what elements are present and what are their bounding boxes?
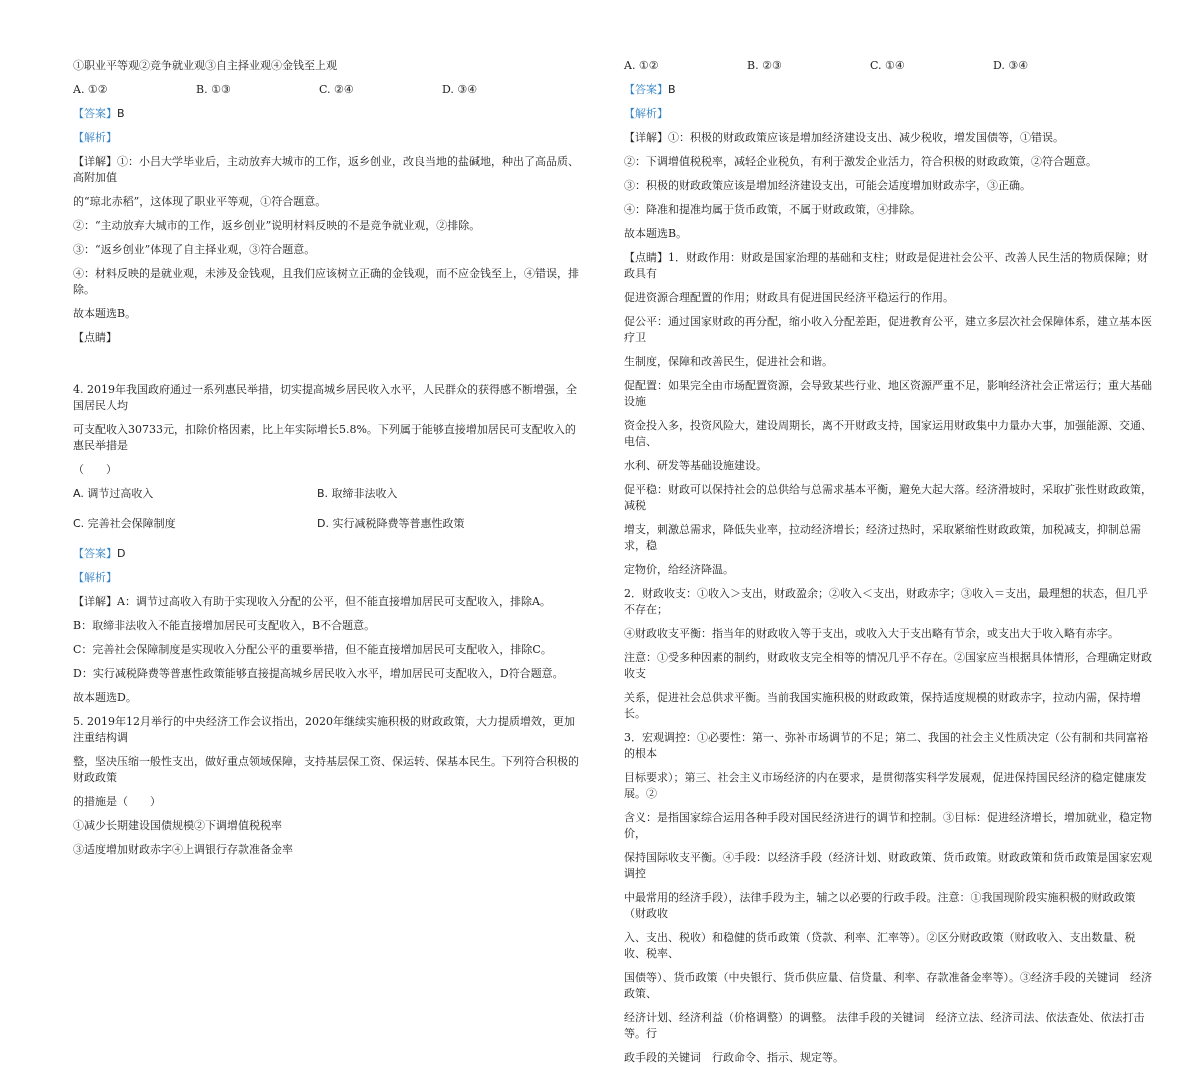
q4-detail-1: 【详解】A：调节过高收入有助于实现收入分配的公平，但不能直接增加居民可支配收入，排除A。 [73, 595, 551, 608]
q3-option-a: A. ①② [73, 83, 108, 96]
q5-analysis-label: 【解析】 [624, 107, 668, 120]
q4-option-a: A. 调节过高收入 [73, 487, 154, 500]
q4-options-row-1 [73, 486, 585, 502]
q5-detail-2: ②：下调增值税税率，减轻企业税负，有利于激发企业活力，符合积极的财政政策，②符合题意。 [624, 155, 1097, 168]
q3-detail-1: 【详解】①：小吕大学毕业后，主动放弃大城市的工作，返乡创业，改良当地的盐碱地，种出了高品质、高附加值 [73, 155, 579, 184]
q4-stem-2: 可支配收入30733元，扣除价格因素，比上年实际增长5.8%。下列属于能够直接增加居民可支配收入的惠民举措是 [73, 423, 576, 452]
tip-line-2: 促进资源合理配置的作用；财政具有促进国民经济平稳运行的作用。 [624, 291, 954, 304]
q3-detail-4: ③：“返乡创业”体现了自主择业观，③符合题意。 [73, 243, 316, 256]
tip-line-12: ④财政收支平衡：指当年的财政收入等于支出，或收入大于支出略有节余，或支出大于收入略有赤字。 [624, 627, 1119, 640]
tip-line-19: 中最常用的经济手段），法律手段为主，辅之以必要的行政手段。注意：①我国现阶段实施积极的财政政策（财政收 [624, 891, 1136, 920]
q5-option-c: C. ①④ [870, 59, 905, 72]
q3-option-d: D. ③④ [442, 83, 478, 96]
q5-answer [624, 82, 1154, 98]
q5-stem-1: 5. 2019年12月举行的中央经济工作会议指出，2020年继续实施积极的财政政策，大力提质增效，更加注重结构调 [73, 715, 575, 744]
q3-detail-5: ④：材料反映的是就业观，未涉及金钱观，且我们应该树立正确的金钱观，而不应金钱至上，④错误，排除。 [73, 267, 579, 296]
q4-detail-4: D：实行减税降费等普惠性政策能够直接提高城乡居民收入水平，增加居民可支配收入，D符合题意。 [73, 667, 564, 680]
q4-option-b: B. 取缔非法收入 [317, 487, 398, 500]
q4-stem-1: 4. 2019年我国政府通过一系列惠民举措，切实提高城乡居民收入水平，人民群众的获得感不断增强，全国居民人均 [73, 383, 577, 412]
q3-tip-label: 【点睛】 [73, 331, 117, 344]
tip-line-23: 政手段的关键词 行政命令、指示、规定等。 [624, 1051, 844, 1064]
tip-line-6: 资金投入多，投资风险大，建设周期长，离不开财政支持，国家运用财政集中力量办大事，加强能源、交通、电信、 [624, 419, 1152, 448]
tip-line-14: 关系，促进社会总供求平衡。当前我国实施积极的财政政策，保持适度规模的财政赤字，拉动内需，保持增长。 [624, 691, 1141, 720]
q5-detail-4: ④：降准和提准均属于货币政策，不属于财政政策，④排除。 [624, 203, 921, 216]
q3-detail-3: ②：“主动放弃大城市的工作，返乡创业”说明材料反映的不是竞争就业观，②排除。 [73, 219, 481, 232]
q5-stem-2: 整，坚决压缩一般性支出，做好重点领域保障，支持基层保工资、保运转、保基本民生。下列符合积极的财政政策 [73, 755, 579, 784]
q5-conclusion: 故本题选B。 [624, 227, 688, 240]
tip-line-11: 2．财政收支：①收入＞支出，财政盈余；②收入＜支出，财政赤字；③收入＝支出，最理想的状态，但几乎不存在； [624, 587, 1148, 616]
tip-line-5: 促配置：如果完全由市场配置资源，会导致某些行业、地区资源严重不足，影响经济社会正常运行；重大基础设施 [624, 379, 1152, 408]
tip-line-21: 国债等）、货币政策（中央银行、货币供应量、信贷量、利率、存款准备金率等）。③经济手段的关键词 经济政策、 [624, 971, 1152, 1000]
q3-conclusion: 故本题选B。 [73, 307, 137, 320]
right-column [624, 58, 1154, 1074]
q4-analysis-label: 【解析】 [73, 571, 117, 584]
tip-line-16: 目标要求）；第三、社会主义市场经济的内在要求，是贯彻落实科学发展观，促进保持国民经济的稳定健康发展。② [624, 771, 1147, 800]
q4-answer [73, 546, 585, 562]
tip-line-7: 水利、研发等基础设施建设。 [624, 459, 767, 472]
q5-statement-2: ③适度增加财政赤字④上调银行存款准备金率 [73, 843, 293, 856]
tip-line-9: 增支，刺激总需求，降低失业率，拉动经济增长；经济过热时，采取紧缩性财政政策，加税减支，抑制总需求，稳 [624, 523, 1141, 552]
tip-line-20: 入、支出、税收）和稳健的货币政策（贷款、利率、汇率等）。②区分财政政策（财政收入、支出数量、税收、税率、 [624, 931, 1136, 960]
tip-line-10: 定物价，给经济降温。 [624, 563, 734, 576]
q5-stem-3: 的措施是（ ） [73, 795, 161, 808]
q3-option-c: C. ②④ [319, 83, 354, 96]
q5-detail-3: ③：积极的财政政策应该是增加经济建设支出，可能会适度增加财政赤字，③正确。 [624, 179, 1031, 192]
q3-options [73, 82, 585, 98]
q3-answer-label: 【答案】 [73, 107, 117, 120]
q4-answer-value: D [117, 547, 126, 560]
q5-options [624, 58, 1154, 74]
q5-answer-label: 【答案】 [624, 83, 668, 96]
q5-option-d: D. ③④ [993, 59, 1029, 72]
q3-answer [73, 106, 585, 122]
q4-options-row-2 [73, 516, 585, 532]
tip-line-3: 促公平：通过国家财政的再分配，缩小收入分配差距，促进教育公平，建立多层次社会保障体系，建立基本医疗卫 [624, 315, 1152, 344]
q3-statements: ①职业平等观②竞争就业观③自主择业观④金钱至上观 [73, 59, 337, 72]
q5-option-b: B. ②③ [747, 59, 782, 72]
q5-answer-value: B [668, 83, 676, 96]
tip-line-17: 含义：是指国家综合运用各种手段对国民经济进行的调节和控制。③目标：促进经济增长，增加就业，稳定物价， [624, 811, 1152, 840]
left-column [73, 58, 585, 866]
tip-line-4: 生制度，保障和改善民生，促进社会和谐。 [624, 355, 833, 368]
tip-line-22: 经济计划、经济利益（价格调整）的调整。 法律手段的关键词 经济立法、经济司法、依法查处、依法打击等。行 [624, 1011, 1145, 1040]
q4-conclusion: 故本题选D。 [73, 691, 137, 704]
q4-detail-2: B：取缔非法收入不能直接增加居民可支配收入，B不合题意。 [73, 619, 376, 632]
q4-option-c: C. 完善社会保障制度 [73, 517, 176, 530]
q3-answer-value: B [117, 107, 125, 120]
q5-option-a: A. ①② [624, 59, 659, 72]
tip-line-13: 注意：①受多种因素的制约，财政收支完全相等的情况几乎不存在。②国家应当根据具体情形，合理确定财政收支 [624, 651, 1152, 680]
q3-detail-2: 的“琼北赤稻”，这体现了职业平等观，①符合题意。 [73, 195, 327, 208]
tip-line-15: 3．宏观调控：①必要性：第一、弥补市场调节的不足；第二、我国的社会主义性质决定（公有制和共同富裕的根本 [624, 731, 1148, 760]
q4-answer-label: 【答案】 [73, 547, 117, 560]
q5-statement-1: ①减少长期建设国债规模②下调增值税税率 [73, 819, 282, 832]
q4-detail-3: C：完善社会保障制度是实现收入分配公平的重要举措，但不能直接增加居民可支配收入，排除C。 [73, 643, 552, 656]
q4-option-d: D. 实行减税降费等普惠性政策 [317, 517, 465, 530]
q4-stem-3: （ ） [73, 463, 117, 476]
tip-line-1: 【点睛】1．财政作用：财政是国家治理的基础和支柱；财政是促进社会公平、改善人民生活的物质保障；财政具有 [624, 251, 1148, 280]
tip-line-8: 促平稳：财政可以保持社会的总供给与总需求基本平衡，避免大起大落。经济滑坡时，采取扩张性财政政策，减税 [624, 483, 1152, 512]
tip-line-18: 保持国际收支平衡。④手段：以经济手段（经济计划、财政政策、货币政策。财政政策和货币政策是国家宏观调控 [624, 851, 1152, 880]
q3-analysis-label: 【解析】 [73, 131, 117, 144]
q3-option-b: B. ①③ [196, 83, 231, 96]
q5-detail-1: 【详解】①：积极的财政政策应该是增加经济建设支出、减少税收，增发国债等，①错误。 [624, 131, 1064, 144]
